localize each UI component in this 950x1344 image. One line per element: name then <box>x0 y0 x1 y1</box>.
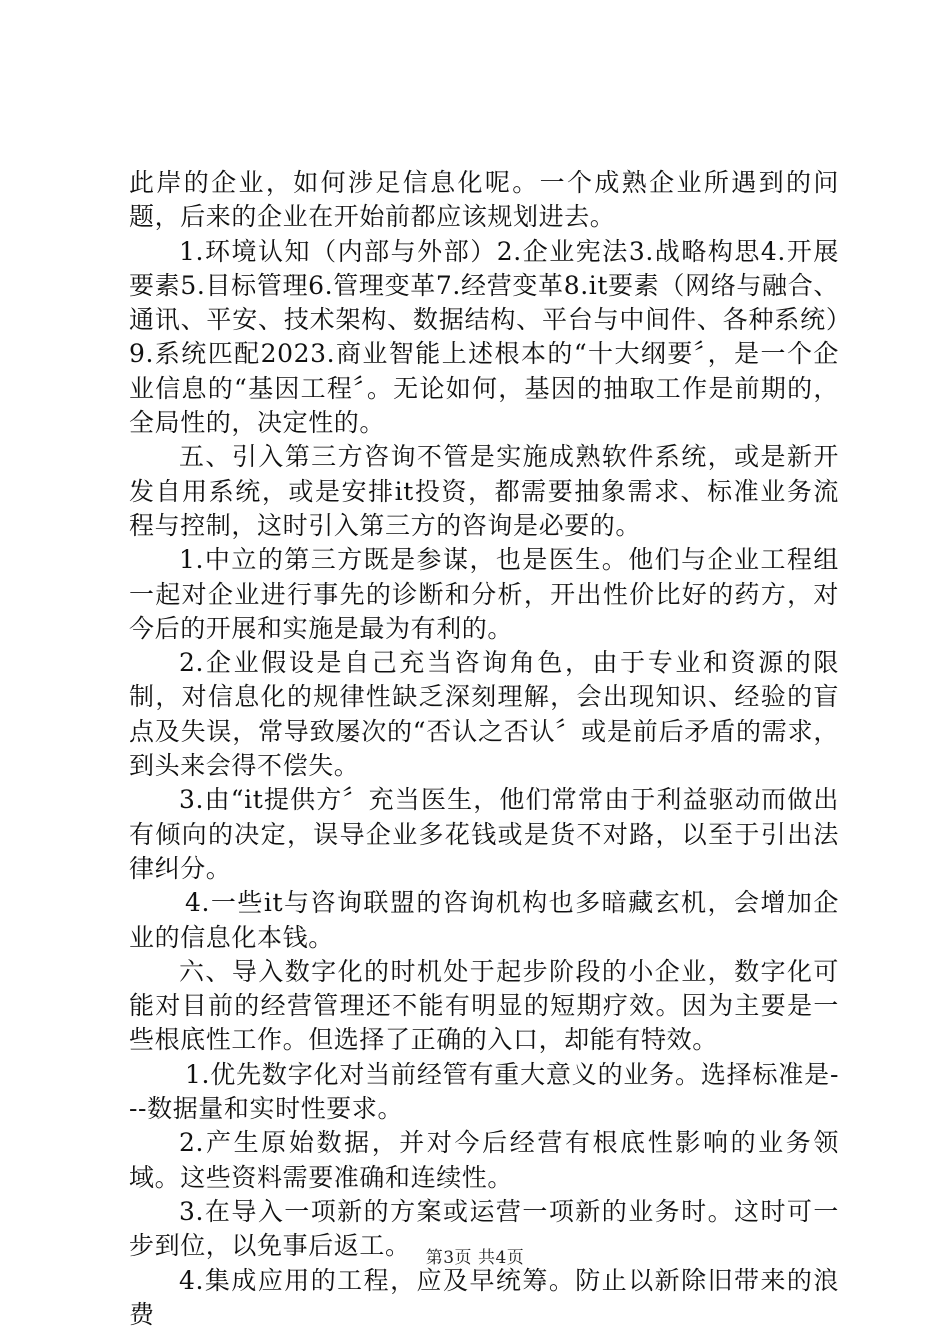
paragraph-consulting-alliance: 4.一些it与咨询联盟的咨询机构也多暗藏玄机，会增加企业的信息化本钱。 <box>129 888 839 952</box>
paragraph-section-five-heading: 五、引入第三方咨询不管是实施成熟软件系统，或是新开发自用系统，或是安排it投资，都需要抽象需求、标准业务流程与控制，这时引入第三方的咨询是必要的。 <box>129 442 839 540</box>
paragraph-it-provider: 3.由“it提供方〞充当医生，他们常常由于利益驱动而做出有倾向的决定，误导企业多花钱或是货不对路，以至于引出法律纠分。 <box>129 785 839 883</box>
page-footer: 第3页 共4页 <box>425 1248 525 1268</box>
paragraph-section-six-heading: 六、导入数字化的时机处于起步阶段的小企业，数字化可能对目前的经营管理还不能有明显的短期疗效。因为主要是一些根底性工作。但选择了正确的入口，却能有特效。 <box>129 956 839 1055</box>
paragraph-new-business: 3.在导入一项新的方案或运营一项新的业务时。这时可一步到位，以免事后返工。 <box>129 1196 839 1261</box>
paragraph-ten-outlines: 1.环境认知（内部与外部）2.企业宪法3.战略构思4.开展要素5.目标管理6.管理变革7.经营变革8.it要素（网络与融合、通讯、平安、技术架构、数据结构、平台与中间件、各种系统）9.系统匹配2023.商业智能上述根本的“十大纲要〞，是一个企业信息的“基因工程〞。无论如何，基因的抽取工作是前期的，全局性的，决定性的。 <box>129 236 839 438</box>
paragraph-continuation: 此岸的企业，如何涉足信息化呢。一个成熟企业所遇到的问题，后来的企业在开始前都应该规划进去。 <box>129 168 839 232</box>
paragraph-integration: 4.集成应用的工程，应及早统筹。防止以新除旧带来的浪费 <box>129 1265 839 1329</box>
paragraph-raw-data: 2.产生原始数据，并对今后经营有根底性影响的业务领域。这些资料需要准确和连续性。 <box>129 1128 839 1192</box>
paragraph-priority-digitization: 1.优先数字化对当前经管有重大意义的业务。选择标准是---数据量和实时性要求。 <box>129 1059 839 1124</box>
paragraph-neutral-third-party: 1.中立的第三方既是参谋，也是医生。他们与企业工程组一起对企业进行事先的诊断和分析，开出性价比好的药方，对今后的开展和实施是最为有利的。 <box>129 545 839 643</box>
paragraph-self-consulting: 2.企业假设是自己充当咨询角色，由于专业和资源的限制，对信息化的规律性缺乏深刻理解，会出现知识、经验的盲点及失误，常导致屡次的“否认之否认〞或是前后矛盾的需求，到头来会得不偿失。 <box>129 648 839 781</box>
document-body <box>129 166 839 1332</box>
